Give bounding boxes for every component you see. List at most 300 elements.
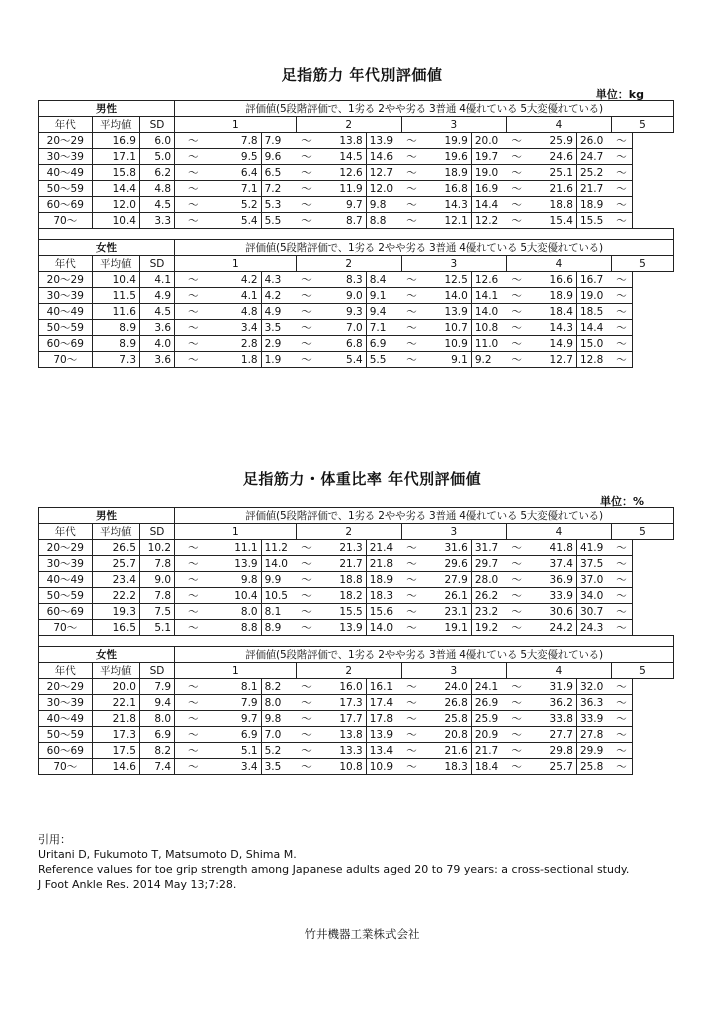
range-tilde: ～ — [506, 352, 527, 368]
grade-4-lower: 29.7 — [471, 556, 506, 572]
grade-3-upper: 29.6 — [422, 556, 471, 572]
age-group: 70～ — [39, 620, 93, 636]
range-tilde: ～ — [506, 149, 527, 165]
grade-4-lower: 14.1 — [471, 288, 506, 304]
grade-1-upper: 4.2 — [212, 272, 261, 288]
grade-5-lower: 25.8 — [576, 759, 611, 775]
col-header-grade-4: 4 — [506, 117, 611, 133]
grade-4-upper: 16.6 — [527, 272, 576, 288]
grade-5-lower: 24.7 — [576, 149, 611, 165]
grade-1-upper: 7.8 — [212, 133, 261, 149]
grade-4-lower: 26.9 — [471, 695, 506, 711]
ratio-title: 足指筋力・体重比率 年代別評価値 — [242, 470, 482, 488]
grade-2-lower: 7.2 — [261, 181, 296, 197]
table-row — [39, 213, 674, 229]
grade-5-lower: 29.9 — [576, 743, 611, 759]
range-tilde: ～ — [175, 149, 212, 165]
table-row — [39, 711, 674, 727]
grade-3-upper: 10.9 — [422, 336, 471, 352]
range-tilde: ～ — [296, 556, 317, 572]
range-tilde: ～ — [296, 213, 317, 229]
table-row — [39, 272, 674, 288]
grade-4-upper: 25.9 — [527, 133, 576, 149]
range-tilde: ～ — [611, 320, 632, 336]
range-tilde: ～ — [611, 679, 632, 695]
grade-1-upper: 7.9 — [212, 695, 261, 711]
grade-2-lower: 8.1 — [261, 604, 296, 620]
range-tilde: ～ — [175, 213, 212, 229]
range-tilde: ～ — [401, 620, 422, 636]
grade-1-upper: 1.8 — [212, 352, 261, 368]
table-row — [39, 743, 674, 759]
grade-1-upper: 9.5 — [212, 149, 261, 165]
mean-value: 15.8 — [92, 165, 139, 181]
col-header-grade-5: 5 — [611, 663, 673, 679]
range-tilde: ～ — [506, 759, 527, 775]
range-tilde: ～ — [506, 572, 527, 588]
grade-4-lower: 28.0 — [471, 572, 506, 588]
grade-1-upper: 13.9 — [212, 556, 261, 572]
grade-1-upper: 4.1 — [212, 288, 261, 304]
grade-4-lower: 16.9 — [471, 181, 506, 197]
grade-2-upper: 13.8 — [317, 133, 366, 149]
grade-4-lower: 18.4 — [471, 759, 506, 775]
grade-2-upper: 5.4 — [317, 352, 366, 368]
sd-value: 4.8 — [140, 181, 175, 197]
grade-2-lower: 4.2 — [261, 288, 296, 304]
range-tilde: ～ — [506, 727, 527, 743]
range-tilde: ～ — [175, 288, 212, 304]
grade-5-lower: 34.0 — [576, 588, 611, 604]
range-tilde: ～ — [296, 695, 317, 711]
grade-5-lower: 41.9 — [576, 540, 611, 556]
grade-3-upper: 13.9 — [422, 304, 471, 320]
range-tilde: ～ — [296, 149, 317, 165]
grade-3-lower: 13.4 — [366, 743, 401, 759]
grade-3-lower: 8.8 — [366, 213, 401, 229]
range-tilde: ～ — [401, 572, 422, 588]
grade-2-lower: 4.9 — [261, 304, 296, 320]
col-header-mean: 平均値 — [92, 524, 139, 540]
range-tilde: ～ — [296, 759, 317, 775]
mean-value: 11.5 — [92, 288, 139, 304]
range-tilde: ～ — [401, 743, 422, 759]
table-row — [39, 149, 674, 165]
range-tilde: ～ — [611, 149, 632, 165]
section-spacer — [39, 636, 674, 647]
range-tilde: ～ — [506, 133, 527, 149]
range-tilde: ～ — [175, 133, 212, 149]
age-group: 40～49 — [39, 304, 93, 320]
grade-5-lower: 14.4 — [576, 320, 611, 336]
grade-4-lower: 19.0 — [471, 165, 506, 181]
evaluation-description: 評価値(5段階評価で、1劣る 2やや劣る 3普通 4優れている 5大変優れている) — [175, 647, 674, 663]
grade-3-upper: 10.7 — [422, 320, 471, 336]
range-tilde: ～ — [506, 695, 527, 711]
sd-value: 4.5 — [140, 304, 175, 320]
grade-4-lower: 24.1 — [471, 679, 506, 695]
grade-2-upper: 15.5 — [317, 604, 366, 620]
age-group: 50～59 — [39, 588, 93, 604]
mean-value: 22.1 — [92, 695, 139, 711]
col-header-mean: 平均値 — [92, 117, 139, 133]
grade-2-upper: 13.3 — [317, 743, 366, 759]
range-tilde: ～ — [401, 133, 422, 149]
grade-5-lower: 32.0 — [576, 679, 611, 695]
grade-3-upper: 14.0 — [422, 288, 471, 304]
range-tilde: ～ — [506, 604, 527, 620]
grade-3-upper: 12.1 — [422, 213, 471, 229]
grade-2-lower: 7.9 — [261, 133, 296, 149]
grade-4-upper: 21.6 — [527, 181, 576, 197]
range-tilde: ～ — [296, 304, 317, 320]
grade-3-lower: 9.4 — [366, 304, 401, 320]
citation-authors: Uritani D, Fukumoto T, Matsumoto D, Shima M. — [38, 848, 297, 861]
grade-2-upper: 16.0 — [317, 679, 366, 695]
sd-value: 4.1 — [140, 272, 175, 288]
range-tilde: ～ — [611, 711, 632, 727]
range-tilde: ～ — [296, 352, 317, 368]
grade-1-upper: 5.4 — [212, 213, 261, 229]
col-header-grade-3: 3 — [401, 256, 506, 272]
age-group: 30～39 — [39, 556, 93, 572]
grade-2-lower: 7.0 — [261, 727, 296, 743]
age-group: 30～39 — [39, 288, 93, 304]
grade-2-upper: 13.9 — [317, 620, 366, 636]
age-group: 60～69 — [39, 336, 93, 352]
range-tilde: ～ — [506, 556, 527, 572]
range-tilde: ～ — [175, 620, 212, 636]
range-tilde: ～ — [506, 320, 527, 336]
grade-2-lower: 5.3 — [261, 197, 296, 213]
age-group: 20～29 — [39, 133, 93, 149]
range-tilde: ～ — [296, 711, 317, 727]
sex-label: 女性 — [39, 647, 175, 663]
table-row — [39, 556, 674, 572]
grade-4-upper: 18.9 — [527, 288, 576, 304]
grade-4-upper: 31.9 — [527, 679, 576, 695]
grade-1-upper: 6.4 — [212, 165, 261, 181]
grade-2-lower: 6.5 — [261, 165, 296, 181]
age-group: 20～29 — [39, 540, 93, 556]
range-tilde: ～ — [506, 588, 527, 604]
grade-5-lower: 25.2 — [576, 165, 611, 181]
grade-2-upper: 9.3 — [317, 304, 366, 320]
table-row — [39, 320, 674, 336]
section-spacer — [39, 229, 674, 240]
mean-value: 8.9 — [92, 336, 139, 352]
grade-3-upper: 24.0 — [422, 679, 471, 695]
grade-4-lower: 14.0 — [471, 304, 506, 320]
grade-2-lower: 9.8 — [261, 711, 296, 727]
col-header-grade-3: 3 — [401, 524, 506, 540]
grade-3-lower: 12.0 — [366, 181, 401, 197]
grade-2-upper: 14.5 — [317, 149, 366, 165]
mean-value: 20.0 — [92, 679, 139, 695]
grade-1-upper: 8.8 — [212, 620, 261, 636]
range-tilde: ～ — [296, 197, 317, 213]
grade-4-lower: 21.7 — [471, 743, 506, 759]
mean-value: 16.5 — [92, 620, 139, 636]
grade-2-lower: 5.5 — [261, 213, 296, 229]
range-tilde: ～ — [296, 272, 317, 288]
sd-value: 7.5 — [140, 604, 175, 620]
grade-4-lower: 23.2 — [471, 604, 506, 620]
sd-value: 7.8 — [140, 588, 175, 604]
sd-value: 10.2 — [140, 540, 175, 556]
grade-1-upper: 10.4 — [212, 588, 261, 604]
range-tilde: ～ — [175, 759, 212, 775]
grade-2-lower: 11.2 — [261, 540, 296, 556]
mean-value: 8.9 — [92, 320, 139, 336]
range-tilde: ～ — [175, 679, 212, 695]
grade-4-upper: 14.3 — [527, 320, 576, 336]
grade-4-lower: 12.6 — [471, 272, 506, 288]
range-tilde: ～ — [401, 352, 422, 368]
range-tilde: ～ — [401, 149, 422, 165]
mean-value: 16.9 — [92, 133, 139, 149]
range-tilde: ～ — [175, 320, 212, 336]
age-group: 20～29 — [39, 679, 93, 695]
grade-3-upper: 19.6 — [422, 149, 471, 165]
grade-3-upper: 31.6 — [422, 540, 471, 556]
grade-3-lower: 17.4 — [366, 695, 401, 711]
grade-5-lower: 12.8 — [576, 352, 611, 368]
grade-4-lower: 20.9 — [471, 727, 506, 743]
table-row — [39, 181, 674, 197]
age-group: 20～29 — [39, 272, 93, 288]
grade-5-lower: 37.5 — [576, 556, 611, 572]
grade-2-upper: 10.8 — [317, 759, 366, 775]
grade-5-lower: 15.0 — [576, 336, 611, 352]
range-tilde: ～ — [611, 727, 632, 743]
range-tilde: ～ — [611, 133, 632, 149]
grade-2-lower: 1.9 — [261, 352, 296, 368]
table-row — [39, 352, 674, 368]
range-tilde: ～ — [175, 711, 212, 727]
grade-1-upper: 3.4 — [212, 759, 261, 775]
age-group: 70～ — [39, 352, 93, 368]
grade-2-lower: 3.5 — [261, 320, 296, 336]
grade-4-upper: 27.7 — [527, 727, 576, 743]
citation-label: 引用： — [38, 833, 71, 846]
range-tilde: ～ — [296, 743, 317, 759]
table-row — [39, 727, 674, 743]
col-header-age: 年代 — [39, 663, 93, 679]
strength-title: 足指筋力 年代別評価値 — [281, 66, 443, 84]
range-tilde: ～ — [611, 213, 632, 229]
range-tilde: ～ — [175, 727, 212, 743]
grade-4-upper: 25.7 — [527, 759, 576, 775]
mean-value: 17.3 — [92, 727, 139, 743]
ratio-unit: 単位：% — [599, 495, 644, 508]
col-header-grade-5: 5 — [611, 117, 673, 133]
range-tilde: ～ — [401, 695, 422, 711]
mean-value: 12.0 — [92, 197, 139, 213]
grade-5-lower: 33.9 — [576, 711, 611, 727]
grade-3-lower: 21.4 — [366, 540, 401, 556]
range-tilde: ～ — [175, 336, 212, 352]
grade-3-upper: 18.3 — [422, 759, 471, 775]
range-tilde: ～ — [506, 711, 527, 727]
range-tilde: ～ — [401, 727, 422, 743]
range-tilde: ～ — [296, 288, 317, 304]
grade-4-upper: 24.2 — [527, 620, 576, 636]
mean-value: 22.2 — [92, 588, 139, 604]
table-row — [39, 133, 674, 149]
age-group: 50～59 — [39, 727, 93, 743]
grade-2-lower: 9.9 — [261, 572, 296, 588]
col-header-grade-4: 4 — [506, 663, 611, 679]
grade-3-upper: 21.6 — [422, 743, 471, 759]
grade-4-upper: 33.8 — [527, 711, 576, 727]
grade-2-upper: 9.7 — [317, 197, 366, 213]
col-header-grade-2: 2 — [296, 663, 401, 679]
ratio-table — [38, 507, 674, 775]
age-group: 40～49 — [39, 711, 93, 727]
grade-4-lower: 14.4 — [471, 197, 506, 213]
range-tilde: ～ — [175, 743, 212, 759]
range-tilde: ～ — [296, 133, 317, 149]
grade-5-lower: 27.8 — [576, 727, 611, 743]
citation-journal: J Foot Ankle Res. 2014 May 13;7:28. — [38, 878, 237, 891]
mean-value: 17.1 — [92, 149, 139, 165]
grade-2-upper: 17.3 — [317, 695, 366, 711]
mean-value: 10.4 — [92, 272, 139, 288]
sd-value: 3.6 — [140, 320, 175, 336]
col-header-grade-2: 2 — [296, 256, 401, 272]
grade-2-upper: 12.6 — [317, 165, 366, 181]
grade-3-upper: 18.9 — [422, 165, 471, 181]
range-tilde: ～ — [611, 743, 632, 759]
grade-4-lower: 19.7 — [471, 149, 506, 165]
grade-2-upper: 8.3 — [317, 272, 366, 288]
range-tilde: ～ — [296, 620, 317, 636]
grade-3-lower: 8.4 — [366, 272, 401, 288]
table-row — [39, 197, 674, 213]
range-tilde: ～ — [296, 604, 317, 620]
grade-4-upper: 37.4 — [527, 556, 576, 572]
grade-2-upper: 8.7 — [317, 213, 366, 229]
grade-2-lower: 8.0 — [261, 695, 296, 711]
sd-value: 8.0 — [140, 711, 175, 727]
range-tilde: ～ — [611, 572, 632, 588]
grade-4-upper: 41.8 — [527, 540, 576, 556]
grade-3-lower: 18.3 — [366, 588, 401, 604]
range-tilde: ～ — [506, 540, 527, 556]
col-header-sd: SD — [140, 256, 175, 272]
col-header-sd: SD — [140, 663, 175, 679]
grade-4-lower: 25.9 — [471, 711, 506, 727]
grade-5-lower: 37.0 — [576, 572, 611, 588]
grade-2-upper: 18.2 — [317, 588, 366, 604]
grade-5-lower: 15.5 — [576, 213, 611, 229]
grade-2-upper: 7.0 — [317, 320, 366, 336]
mean-value: 10.4 — [92, 213, 139, 229]
grade-2-upper: 6.8 — [317, 336, 366, 352]
grade-4-upper: 25.1 — [527, 165, 576, 181]
grade-4-lower: 11.0 — [471, 336, 506, 352]
sd-value: 5.0 — [140, 149, 175, 165]
range-tilde: ～ — [296, 540, 317, 556]
range-tilde: ～ — [401, 588, 422, 604]
grade-3-lower: 13.9 — [366, 133, 401, 149]
range-tilde: ～ — [506, 197, 527, 213]
grade-4-upper: 12.7 — [527, 352, 576, 368]
range-tilde: ～ — [401, 711, 422, 727]
age-group: 30～39 — [39, 695, 93, 711]
mean-value: 23.4 — [92, 572, 139, 588]
range-tilde: ～ — [401, 304, 422, 320]
grade-1-upper: 3.4 — [212, 320, 261, 336]
range-tilde: ～ — [401, 679, 422, 695]
range-tilde: ～ — [296, 165, 317, 181]
col-header-grade-3: 3 — [401, 663, 506, 679]
grade-1-upper: 11.1 — [212, 540, 261, 556]
grade-5-lower: 26.0 — [576, 133, 611, 149]
mean-value: 7.3 — [92, 352, 139, 368]
grade-5-lower: 19.0 — [576, 288, 611, 304]
age-group: 70～ — [39, 759, 93, 775]
age-group: 40～49 — [39, 165, 93, 181]
sex-label: 男性 — [39, 101, 175, 117]
grade-3-lower: 14.0 — [366, 620, 401, 636]
mean-value: 26.5 — [92, 540, 139, 556]
grade-2-upper: 9.0 — [317, 288, 366, 304]
range-tilde: ～ — [506, 743, 527, 759]
range-tilde: ～ — [611, 304, 632, 320]
grade-3-lower: 9.8 — [366, 197, 401, 213]
grade-1-upper: 5.2 — [212, 197, 261, 213]
grade-2-upper: 21.3 — [317, 540, 366, 556]
range-tilde: ～ — [296, 588, 317, 604]
range-tilde: ～ — [175, 304, 212, 320]
grade-4-lower: 20.0 — [471, 133, 506, 149]
col-header-mean: 平均値 — [92, 663, 139, 679]
grade-3-lower: 5.5 — [366, 352, 401, 368]
grade-2-upper: 21.7 — [317, 556, 366, 572]
grade-4-upper: 14.9 — [527, 336, 576, 352]
sd-value: 4.0 — [140, 336, 175, 352]
grade-4-upper: 36.2 — [527, 695, 576, 711]
grade-1-upper: 2.8 — [212, 336, 261, 352]
grade-5-lower: 21.7 — [576, 181, 611, 197]
grade-3-upper: 19.1 — [422, 620, 471, 636]
grade-3-upper: 25.8 — [422, 711, 471, 727]
range-tilde: ～ — [401, 272, 422, 288]
table-row — [39, 540, 674, 556]
grade-2-lower: 9.6 — [261, 149, 296, 165]
grade-3-lower: 12.7 — [366, 165, 401, 181]
grade-4-upper: 36.9 — [527, 572, 576, 588]
age-group: 30～39 — [39, 149, 93, 165]
grade-3-upper: 16.8 — [422, 181, 471, 197]
range-tilde: ～ — [175, 604, 212, 620]
table-row — [39, 759, 674, 775]
grade-4-lower: 26.2 — [471, 588, 506, 604]
grade-4-lower: 31.7 — [471, 540, 506, 556]
grade-3-lower: 15.6 — [366, 604, 401, 620]
grade-2-lower: 5.2 — [261, 743, 296, 759]
company-name: 竹井機器工業株式会社 — [304, 927, 420, 941]
grade-5-lower: 16.7 — [576, 272, 611, 288]
grade-5-lower: 36.3 — [576, 695, 611, 711]
grade-3-upper: 19.9 — [422, 133, 471, 149]
mean-value: 19.3 — [92, 604, 139, 620]
mean-value: 21.8 — [92, 711, 139, 727]
table-row — [39, 695, 674, 711]
col-header-grade-4: 4 — [506, 256, 611, 272]
